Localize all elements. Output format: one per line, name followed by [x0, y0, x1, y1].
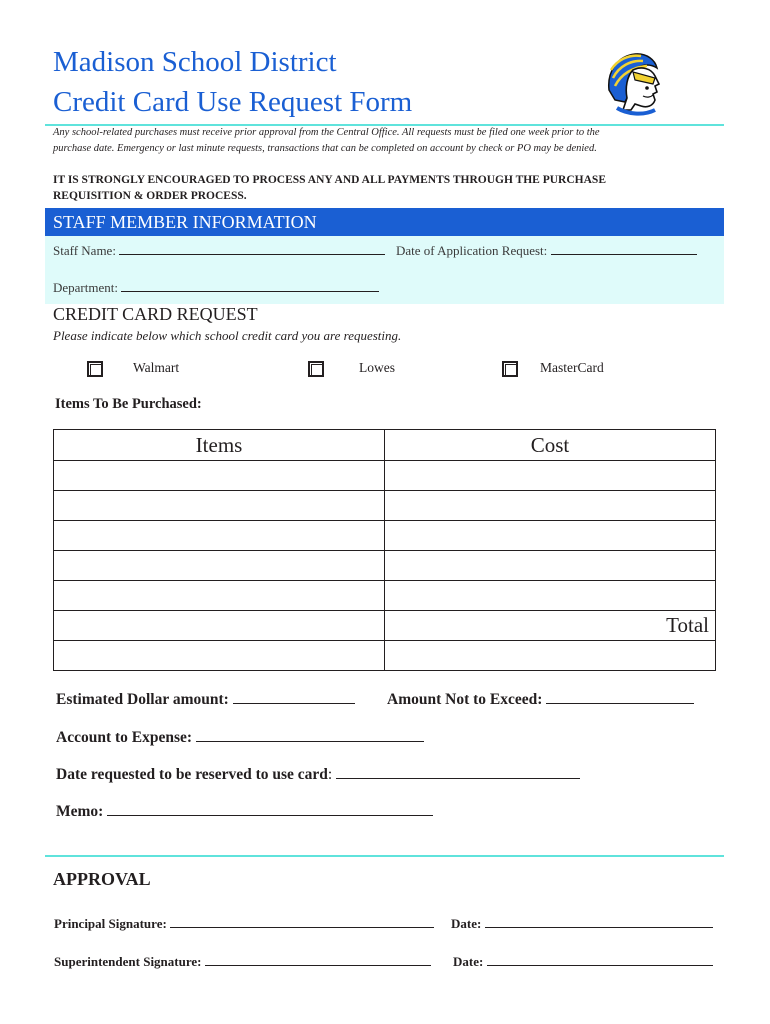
intro-text	[53, 125, 693, 157]
table-row	[54, 461, 716, 491]
not-to-exceed-label: Amount Not to Exceed:	[387, 691, 543, 708]
table-row	[54, 551, 716, 581]
items-to-purchase-label: Items To Be Purchased:	[55, 396, 202, 412]
total-cost-cell[interactable]	[385, 641, 716, 671]
table-row	[54, 491, 716, 521]
memo-row	[56, 801, 433, 821]
intro-line-1: Any school-related purchases must receive prior approval from the Central Office. All requests must be filed one week prior to the	[53, 127, 600, 138]
item-cell[interactable]	[54, 641, 385, 671]
principal-date-field[interactable]	[485, 916, 713, 928]
items-column-header: Items	[54, 430, 385, 461]
staff-section-heading: STAFF MEMBER INFORMATION	[45, 208, 724, 236]
date-reserved-colon: :	[327, 766, 333, 783]
principal-date-label: Date:	[451, 916, 482, 931]
department-field[interactable]	[121, 279, 379, 292]
superintendent-signature-field[interactable]	[205, 954, 431, 966]
item-cell[interactable]	[54, 551, 385, 581]
department-row	[53, 279, 379, 296]
item-cell[interactable]	[54, 611, 385, 641]
not-to-exceed-field[interactable]	[546, 689, 694, 704]
table-row	[54, 581, 716, 611]
notice-line-2: REQUISITION & ORDER PROCESS.	[53, 190, 247, 202]
staff-name-field[interactable]	[119, 242, 385, 255]
date-reserved-label: Date requested to be reserved to use card	[56, 766, 328, 783]
form-title: Credit Card Use Request Form	[53, 86, 413, 118]
credit-card-instruction: Please indicate below which school credit card you are requesting.	[53, 328, 402, 343]
application-date-row	[396, 242, 697, 259]
total-row	[54, 611, 716, 641]
department-label: Department:	[53, 280, 118, 295]
estimated-amount-label: Estimated Dollar amount:	[56, 691, 229, 708]
form-title-district: Madison School District	[53, 46, 337, 78]
superintendent-signature-row	[54, 954, 431, 970]
cost-cell[interactable]	[385, 551, 716, 581]
account-field[interactable]	[196, 727, 424, 742]
principal-signature-label: Principal Signature:	[54, 916, 167, 931]
date-reserved-row	[56, 764, 580, 784]
item-cell[interactable]	[54, 491, 385, 521]
memo-field[interactable]	[107, 801, 433, 816]
cost-column-header: Cost	[385, 430, 716, 461]
notice-line-1: IT IS STRONGLY ENCOURAGED TO PROCESS ANY AND ALL PAYMENTS THROUGH THE PURCHASE	[53, 174, 606, 186]
principal-signature-field[interactable]	[170, 916, 434, 928]
item-cell[interactable]	[54, 461, 385, 491]
items-table	[53, 429, 716, 671]
intro-line-2: purchase date. Emergency or last minute requests, transactions that can be completed on account by check or PO may be denied.	[53, 143, 597, 154]
spartan-head-logo	[603, 50, 669, 118]
superintendent-date-row	[453, 954, 713, 970]
total-label: Total	[385, 611, 716, 641]
approval-heading: APPROVAL	[53, 869, 151, 889]
cost-cell[interactable]	[385, 491, 716, 521]
principal-date-row	[451, 916, 713, 932]
walmart-checkbox[interactable]	[87, 361, 103, 377]
approval-divider	[45, 855, 724, 857]
cost-cell[interactable]	[385, 461, 716, 491]
table-row	[54, 521, 716, 551]
estimated-amount-row	[56, 689, 355, 709]
cost-cell[interactable]	[385, 581, 716, 611]
lowes-label: Lowes	[359, 360, 395, 375]
lowes-checkbox[interactable]	[308, 361, 324, 377]
estimated-amount-field[interactable]	[233, 689, 355, 704]
date-reserved-field[interactable]	[336, 764, 580, 779]
table-header-row	[54, 430, 716, 461]
not-to-exceed-row	[387, 689, 694, 709]
application-date-field[interactable]	[551, 242, 697, 255]
account-row	[56, 727, 424, 747]
total-value-row	[54, 641, 716, 671]
item-cell[interactable]	[54, 521, 385, 551]
process-notice	[53, 172, 703, 204]
memo-label: Memo:	[56, 803, 104, 820]
staff-name-row	[53, 242, 385, 259]
item-cell[interactable]	[54, 581, 385, 611]
principal-signature-row	[54, 916, 434, 932]
credit-card-heading: CREDIT CARD REQUEST	[53, 304, 258, 324]
account-label: Account to Expense:	[56, 729, 193, 746]
mastercard-checkbox[interactable]	[502, 361, 518, 377]
superintendent-signature-label: Superintendent Signature:	[54, 954, 202, 969]
cost-cell[interactable]	[385, 521, 716, 551]
mastercard-label: MasterCard	[540, 360, 604, 375]
superintendent-date-field[interactable]	[487, 954, 713, 966]
walmart-label: Walmart	[133, 360, 180, 375]
application-date-label: Date of Application Request:	[396, 243, 548, 258]
superintendent-date-label: Date:	[453, 954, 484, 969]
staff-name-label: Staff Name:	[53, 243, 116, 258]
